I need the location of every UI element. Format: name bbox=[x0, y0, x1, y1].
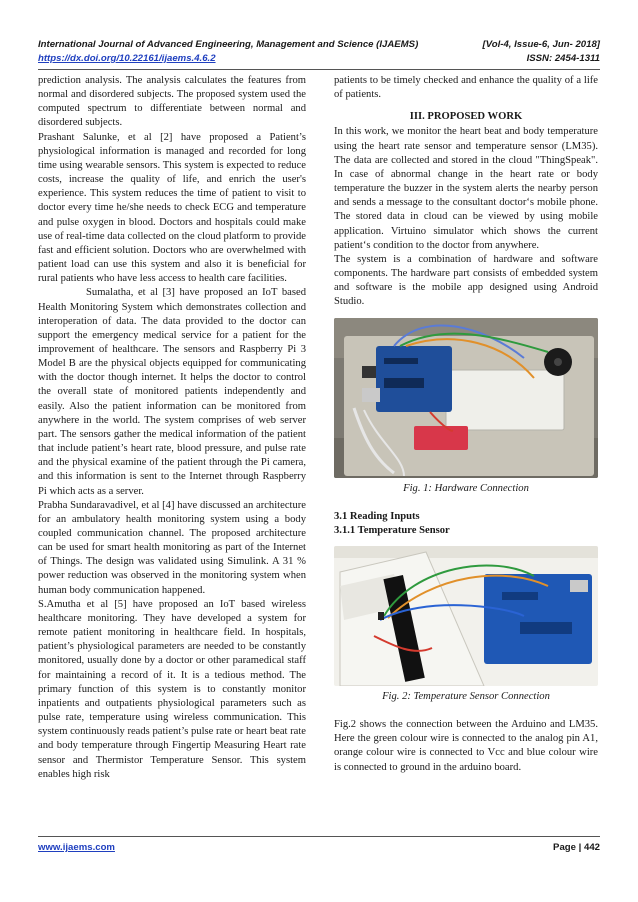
left-column bbox=[38, 74, 306, 782]
left-paragraph-5: S.Amutha et al [5] have proposed an IoT based wireless healthcare monitoring. They have developed a system for remote patient monitoring in healthcare field. In hospitals, patient’s physiological parameters are needed to be constantly monitored, usually done by a doctor or other paramedical staff for maintaining a record of it. It is a tedious method. The primary function of this system is to constantly monitor inpatients and outpatients physiological parameters such as pulse rate, temperature using wireless communication. This system continuously reads patient’s pulse rate or heart beat rate and body temperature through Fingertip Measuring Heart rate sensor and Thermistor Temperature Sensor. This system enables high risk bbox=[38, 598, 306, 780]
subsection-heading-2: 3.1.1 Temperature Sensor bbox=[334, 524, 450, 536]
journal-title: International Journal of Advanced Engineering, Management and Science (IJAEMS) bbox=[38, 39, 419, 50]
left-paragraph-1: prediction analysis. The analysis calculates the features from normal and disordered subjects. The proposed system used the computed spectrum to differentiate between normal and disordered subjects. bbox=[38, 75, 306, 129]
right-paragraph-2: In this work, we monitor the heart beat and body temperature using the heart rate sensor and temperature sensor (LM35). The data are collected and stored in the cloud "ThingSpeak". In case of abnormal change in the heart rate or body temperature the buzzer in the system alerts the nearby person and sends a message to the consultant doctor‘s mobile phone. The stored data in cloud can be viewed by using mobile application. Virtuino simulator which shows the current patient‘s condition to the doctor from anywhere. bbox=[334, 126, 598, 251]
temperature-sensor-photo bbox=[334, 546, 598, 686]
subsection-heading-1: 3.1 Reading Inputs bbox=[334, 510, 420, 522]
right-paragraph-4: Fig.2 shows the connection between the Arduino and LM35. Here the green colour wire is connected to the analog pin A1, orange colour wire is connected to Vcc and blue colour wire is connected to ground in the arduino board. bbox=[334, 719, 598, 773]
figure-1 bbox=[334, 318, 598, 496]
page-footer bbox=[38, 842, 600, 853]
section-heading: III. PROPOSED WORK bbox=[409, 111, 523, 123]
footer-rule bbox=[38, 836, 600, 837]
right-paragraph-3: The system is a combination of hardware and software components. The hardware part consists of embedded system and software is the mobile app designed using Android Studio. bbox=[334, 253, 598, 308]
doi-link[interactable]: https://dx.doi.org/10.22161/ijaems.4.6.2 bbox=[38, 53, 216, 64]
header-rule bbox=[38, 69, 600, 70]
page-header bbox=[38, 38, 600, 66]
issn: ISSN: 2454-1311 bbox=[526, 53, 600, 64]
figure-2-caption: Fig. 2: Temperature Sensor Connection bbox=[382, 690, 550, 702]
right-paragraph-1: patients to be timely checked and enhance the quality of a life of patients. bbox=[334, 75, 598, 101]
left-paragraph-3: Sumalatha, et al [3] have proposed an IoT based Health Monitoring System which demonstrates collection and interoperation of data. The data provided to the doctor can support the emergency medical service for a patient for the improvement of healthcare. The sensors and Raspberry Pi 3 Model B are the physical objects equipped for communicating with the doctor though internet. It helps the doctor to control the overall state of monitored patients independently and easily. Also the patient information can be monitored from anywhere in the world. The system comprises of web server part. The sensors gather the medical information of the patient that include patient’s heart rate, blood pressure, and pulse rate and the physical examine of the patient through the Pi camera, and this information is sent to the Internet through Raspberry Pi which acts as a server. bbox=[38, 287, 306, 497]
figure-2 bbox=[334, 546, 598, 704]
left-paragraph-2: Prashant Salunke, et al [2] have proposed a Patient’s physiological information is managed and recorded for long time using wearable sensors. This system is expected to reduce costs, increase the quality of life, and enrich the user's experience. This system reduces the time of patient to visit to doctor every time he/she needs to check ECG and temperature and pulse oxygen in blood. Doctors and hospitals could make use of real-time data collected on the cloud platform to provide fast and efficient solution. Doctors who are overwhelmed with patient load can use this system and also it is beneficial for rural patients who have less access to health care facilities. bbox=[38, 131, 306, 285]
journal-website-link[interactable]: www.ijaems.com bbox=[38, 842, 115, 853]
hardware-connection-photo bbox=[334, 318, 598, 478]
figure-1-caption: Fig. 1: Hardware Connection bbox=[403, 482, 529, 494]
page-number: Page | 442 bbox=[553, 842, 600, 853]
right-column bbox=[334, 74, 598, 775]
volume-info: [Vol-4, Issue-6, Jun- 2018] bbox=[482, 39, 600, 50]
left-paragraph-4: Prabha Sundaravadivel, et al [4] have discussed an architecture for an ambulatory health monitoring system using a body coupled communication channel. The proposed architecture can be used for smart health monitoring as part of the Internet of Things. The design was validated using Simulink. A 31 % power reduction was observed in the monitoring system when human body communication happened. bbox=[38, 499, 306, 596]
